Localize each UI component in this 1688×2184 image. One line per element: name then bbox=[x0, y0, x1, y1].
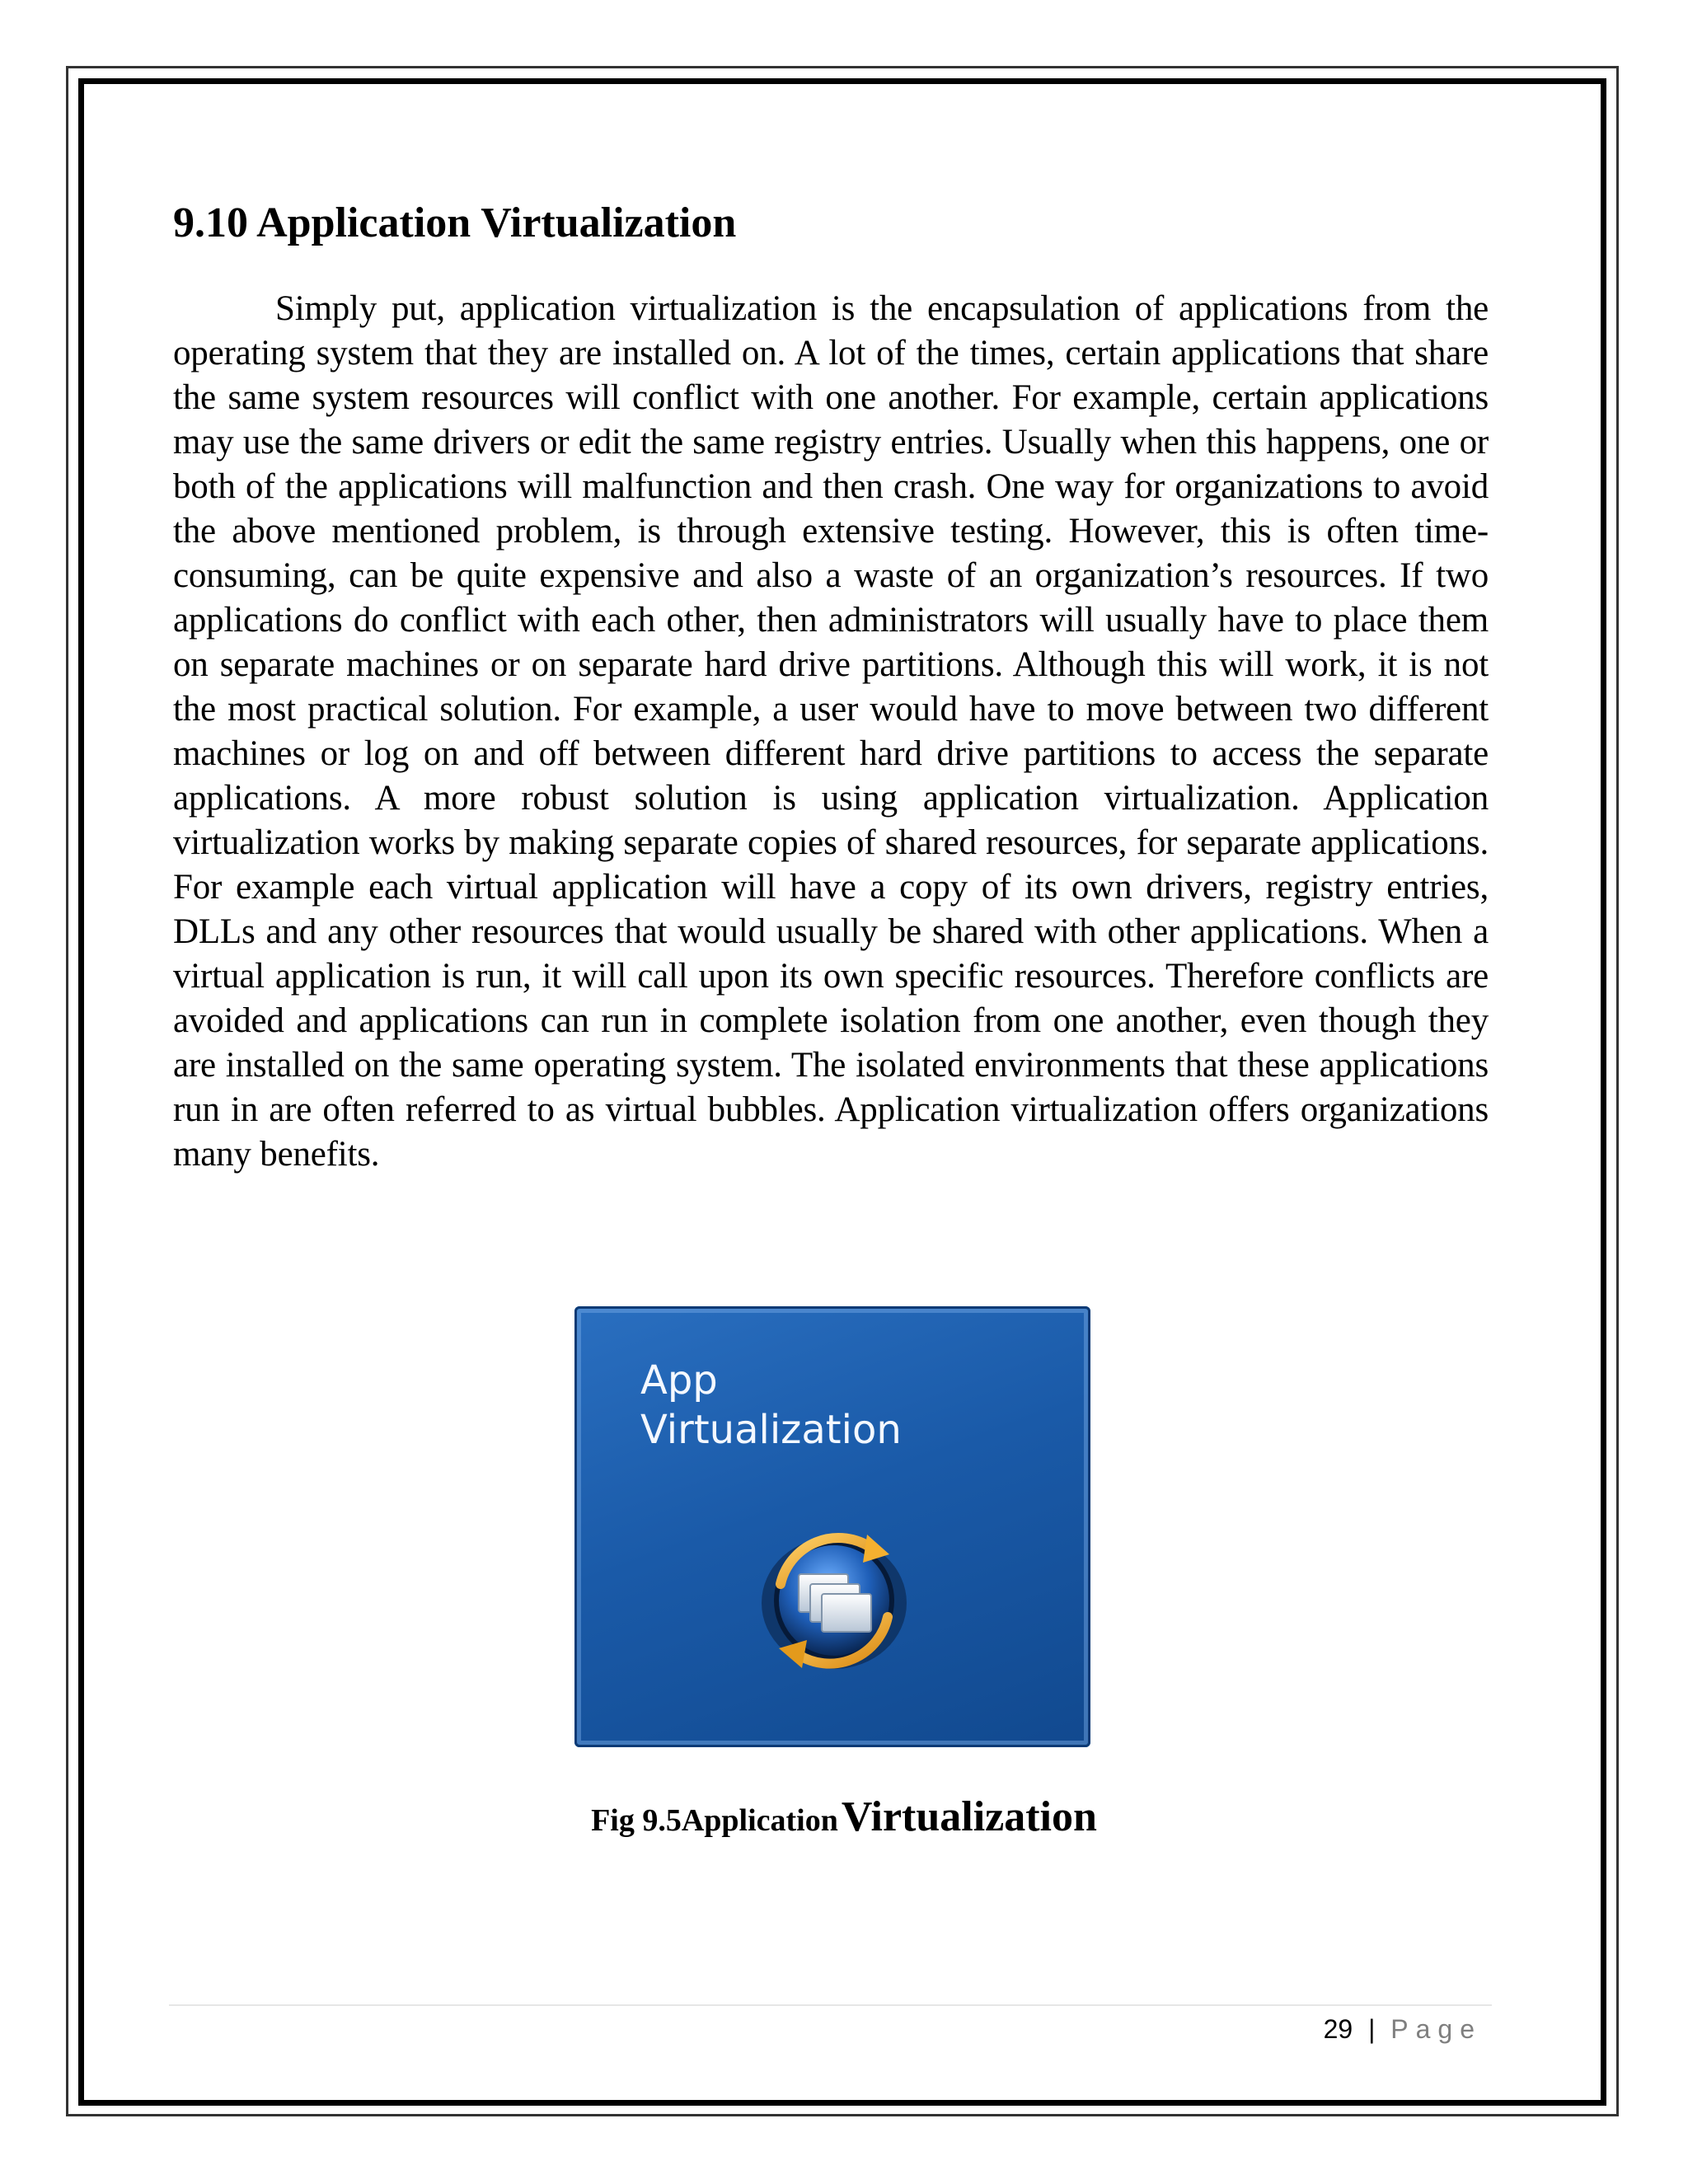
page-label: Page bbox=[1390, 2014, 1482, 2044]
figure-title bbox=[640, 1356, 902, 1455]
footer-separator: | bbox=[1368, 2014, 1376, 2044]
footer-divider bbox=[169, 2004, 1492, 2006]
section-paragraph: Simply put, application virtualization is the encapsulation of applications from the operating system that they are installed on. A lot of the times, certain applications that share the same system resources will conflict with one another. For example, certain applications may use the same drivers or edit the same registry entries. Usually when this happens, one or both of the applications will malfunction and then crash. One way for organizations to avoid the above mentioned problem, is through extensive testing. However, this is often time-consuming, can be quite expensive and also a waste of an organization’s resources. If two applications do conflict with each other, then administrators will usually have to place them on separate machines or on separate hard drive partitions. Although this will work, it is not the most practical solution. For example, a user would have to move between two different machines or log on and off between different hard drive partitions to access the separate applications. A more robust solution is using application virtualization. Application virtualization works by making separate copies of shared resources, for separate applications. For example each virtual application will have a copy of its own drivers, registry entries, DLLs and any other resources that would usually be shared with other applications. When a virtual application is run, it will call upon its own specific resources. Therefore conflicts are avoided and applications can run in complete isolation from one another, even though they are installed on the same operating system. The isolated environments that these applications run in are often referred to as virtual bubbles. Application virtualization offers organizations many benefits. bbox=[173, 289, 1489, 1174]
figure-title-line2: Virtualization bbox=[640, 1407, 902, 1453]
figure-caption bbox=[0, 1793, 1688, 1841]
section-heading: 9.10 Application Virtualization bbox=[173, 199, 737, 246]
page-number: 29 bbox=[1323, 2014, 1353, 2044]
page-footer bbox=[1324, 2011, 1482, 2047]
figure-title-line1: App bbox=[640, 1357, 718, 1404]
figure-caption-suffix: Virtualization bbox=[841, 1793, 1097, 1840]
figure-caption-prefix: Fig 9.5Application bbox=[591, 1803, 838, 1838]
app-virtualization-figure bbox=[574, 1306, 1090, 1747]
app-virtualization-icon bbox=[748, 1516, 921, 1681]
